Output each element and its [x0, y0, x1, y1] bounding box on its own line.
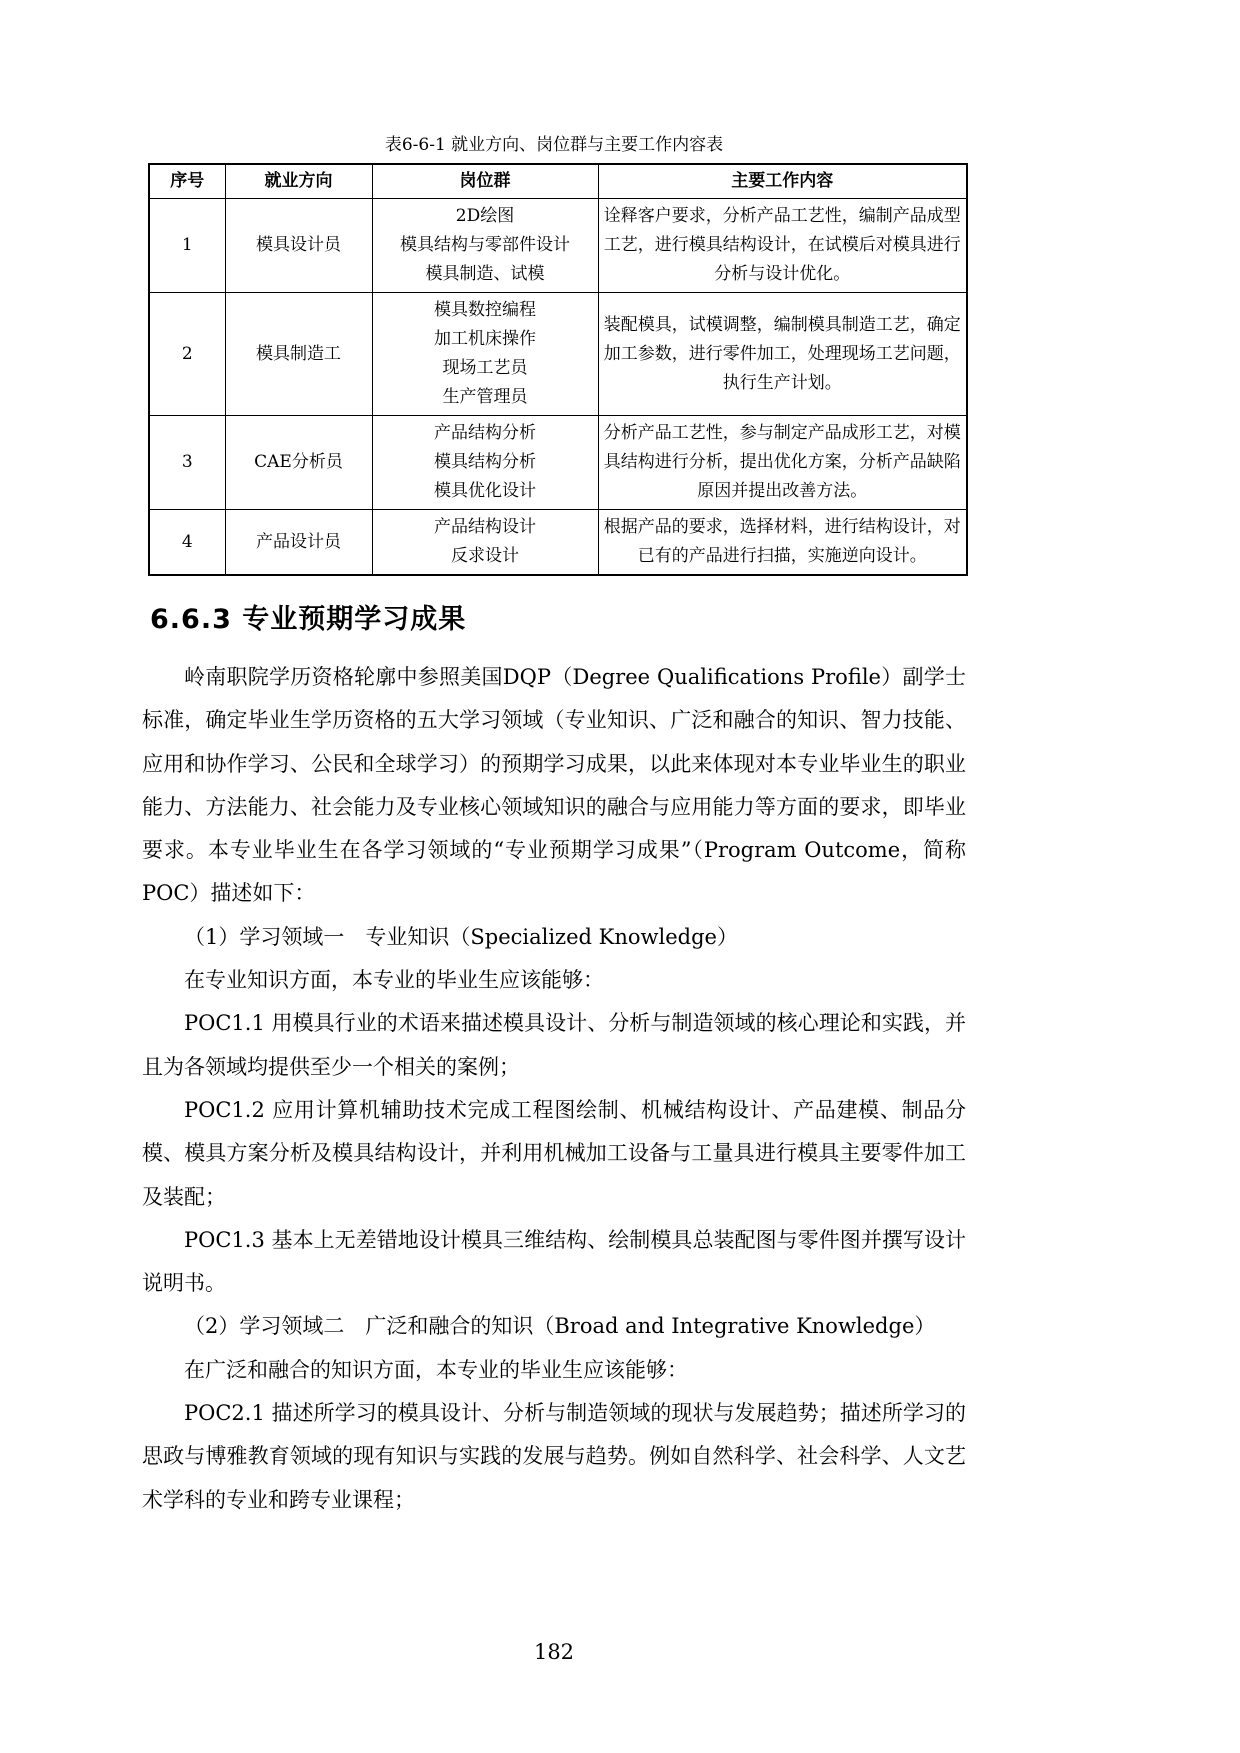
post-item: 生产管理员 — [442, 387, 528, 407]
body-paragraph: POC1.2 应用计算机辅助技术完成工程图绘制、机械结构设计、产品建模、制品分模、模具方案分析及模具结构设计，并利用机械加工设备与工量具进行模具主要零件加工及装配； — [142, 1097, 966, 1209]
post-item: 模具结构与零部件设计 — [400, 235, 570, 255]
cell-posts — [372, 293, 598, 416]
header-posts: 岗位群 — [372, 164, 598, 199]
cell-seq: 3 — [149, 416, 225, 510]
post-item: 产品结构分析 — [434, 423, 536, 443]
cell-direction: 模具制造工 — [225, 293, 372, 416]
post-item: 模具结构分析 — [434, 452, 536, 472]
jobs-table-body — [149, 199, 967, 576]
body-paragraph: POC1.3 基本上无差错地设计模具三维结构、绘制模具总装配图与零件图并撰写设计说明书。 — [142, 1227, 966, 1296]
body-paragraph: 在专业知识方面，本专业的毕业生应该能够： — [184, 968, 604, 993]
table-row — [149, 199, 967, 293]
cell-content: 诠释客户要求，分析产品工艺性，编制产品成型工艺，进行模具结构设计，在试模后对模具进行分析与设计优化。 — [598, 199, 967, 293]
jobs-table — [148, 163, 968, 576]
table-header-row — [149, 164, 967, 199]
cell-seq: 4 — [149, 510, 225, 576]
post-item: 加工机床操作 — [434, 329, 536, 349]
post-item: 反求设计 — [451, 546, 519, 566]
cell-direction: CAE分析员 — [225, 416, 372, 510]
post-item: 2D绘图 — [455, 206, 515, 226]
cell-content: 装配模具，试模调整，编制模具制造工艺，确定加工参数，进行零件加工，处理现场工艺问题，执行生产计划。 — [598, 293, 967, 416]
header-direction: 就业方向 — [225, 164, 372, 199]
cell-posts — [372, 199, 598, 293]
post-item: 产品结构设计 — [434, 517, 536, 537]
content-area — [142, 0, 966, 1522]
post-item: 现场工艺员 — [442, 358, 528, 378]
section-heading: 6.6.3 专业预期学习成果 — [150, 604, 467, 635]
cell-direction: 产品设计员 — [225, 510, 372, 576]
body-paragraph: （1）学习领域一 专业知识（Specialized Knowledge） — [184, 924, 738, 949]
table-caption: 表6-6-1 就业方向、岗位群与主要工作内容表 — [384, 135, 724, 155]
cell-posts — [372, 416, 598, 510]
cell-seq: 1 — [149, 199, 225, 293]
body-paragraph: POC2.1 描述所学习的模具设计、分析与制造领域的现状与发展趋势；描述所学习的思政与博雅教育领域的现有知识与实践的发展与趋势。例如自然科学、社会科学、人文艺术学科的专业和跨专业课程； — [142, 1401, 966, 1512]
post-item: 模具优化设计 — [434, 481, 536, 501]
table-row — [149, 293, 967, 416]
post-item: 模具制造、试模 — [425, 264, 545, 284]
body-paragraph: POC1.1 用模具行业的术语来描述模具设计、分析与制造领域的核心理论和实践，并且为各领域均提供至少一个相关的案例； — [142, 1011, 966, 1079]
table-row — [149, 416, 967, 510]
header-seq: 序号 — [149, 164, 225, 199]
post-item: 模具数控编程 — [434, 300, 536, 320]
cell-seq: 2 — [149, 293, 225, 416]
cell-direction: 模具设计员 — [225, 199, 372, 293]
cell-content: 根据产品的要求，选择材料，进行结构设计，对已有的产品进行扫描，实施逆向设计。 — [598, 510, 967, 576]
body-paragraph: 在广泛和融合的知识方面，本专业的毕业生应该能够： — [184, 1357, 688, 1382]
body-paragraph: 岭南职院学历资格轮廓中参照美国DQP（Degree Qualifications Profile）副学士标准，确定毕业生学历资格的五大学习领域（专业知识、广泛和融合的知识、智力技能、应用和协作学习、公民和全球学习）的预期学习成果，以此来体现对本专业毕业生的职业能力、方法能力、社会能力及专业核心领域知识的融合与应用能力等方面的要求，即毕业要求。本专业毕业生在各学习领域的“专业预期学习成果”（Program Outcome，简称POC）描述如下： — [142, 665, 966, 906]
body-paragraphs — [142, 656, 966, 1522]
body-paragraph: （2）学习领域二 广泛和融合的知识（Broad and Integrative Knowledge） — [184, 1314, 936, 1339]
cell-posts — [372, 510, 598, 576]
cell-content: 分析产品工艺性，参与制定产品成形工艺，对模具结构进行分析，提出优化方案，分析产品缺陷原因并提出改善方法。 — [598, 416, 967, 510]
page-number: 182 — [533, 1640, 575, 1664]
table-row — [149, 510, 967, 576]
header-content: 主要工作内容 — [598, 164, 967, 199]
